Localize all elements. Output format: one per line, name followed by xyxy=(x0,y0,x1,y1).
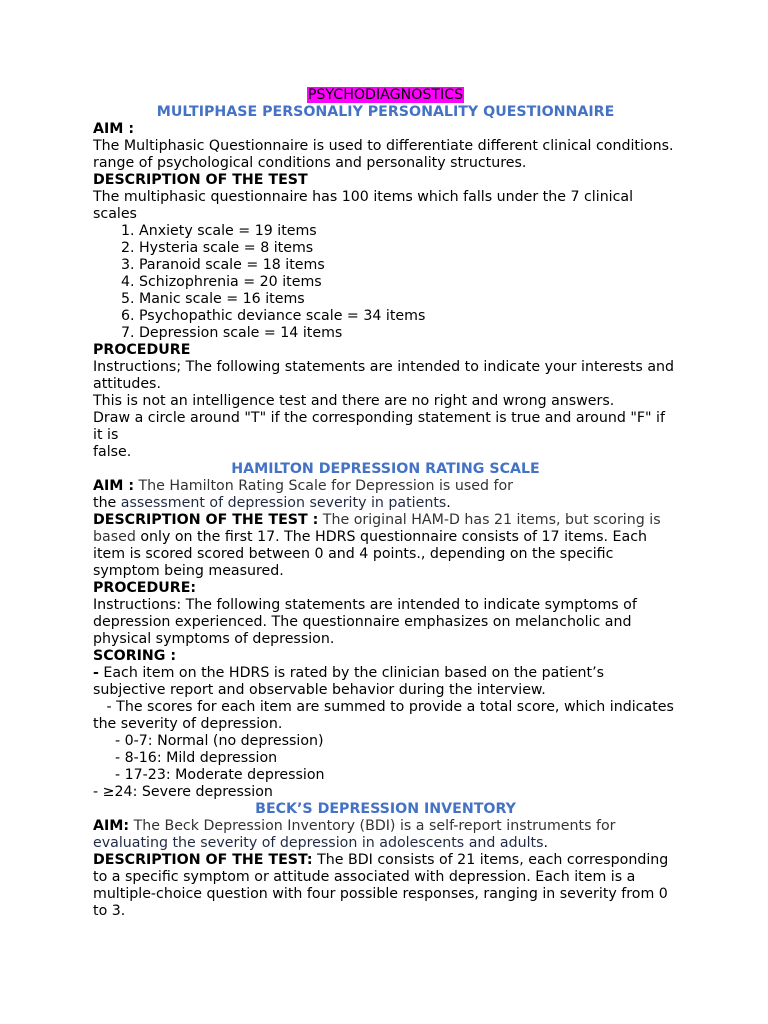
list-item: 4. Schizophrenia = 20 items xyxy=(139,274,678,291)
hamilton-desc xyxy=(93,512,678,580)
list-item: 7. Depression scale = 14 items xyxy=(139,325,678,342)
beck-aim-label: AIM: xyxy=(93,818,130,834)
hamilton-desc-text: only on the first 17. The HDRS questionnaire consists of 17 items. Each item is scored scored between 0 and 4 points., depending on the specific symptom being measured. xyxy=(93,529,648,579)
mpq-aim-text: The Multiphasic Questionnaire is used to differentiate different clinical conditions. range of psychological conditions and personality structures. xyxy=(93,138,674,171)
mpq-scale-list xyxy=(93,223,678,342)
hamilton-scoring-label: SCORING : xyxy=(93,648,177,664)
beck-desc-label: DESCRIPTION OF THE TEST: xyxy=(93,852,313,868)
document-title: PSYCHODIAGNOSTICS xyxy=(307,87,464,103)
mpq-procedure-line: false. xyxy=(93,444,132,460)
hamilton-aim-label: AIM : xyxy=(93,478,134,494)
mpq-heading: MULTIPHASE PERSONALIY PERSONALITY QUESTIONNAIRE xyxy=(156,104,615,120)
beck-aim-text-1: The Beck Depression Inventory (BDI) is a self-report instruments for xyxy=(129,818,616,834)
hamilton-scoring-dash: - xyxy=(93,665,99,681)
mpq-aim-label: AIM : xyxy=(93,121,134,137)
beck-desc-text: The BDI consists of 21 items, each corresponding to a specific symptom or attitude associated with depression. Each item is a multiple-choice question with four possible responses, ranging in severity from 0 to 3. xyxy=(93,852,669,919)
list-item: 2. Hysteria scale = 8 items xyxy=(139,240,678,257)
mpq-procedure-line: Draw a circle around "T" if the corresponding statement is true and around "F" if it is xyxy=(93,410,665,443)
list-item: 1. Anxiety scale = 19 items xyxy=(139,223,678,240)
mpq-procedure-label: PROCEDURE xyxy=(93,342,191,358)
hamilton-aim-text-2a: the xyxy=(93,495,121,511)
hamilton-scoring-line-2: - The scores for each item are summed to provide a total score, which indicates the severity of depression. xyxy=(93,699,679,732)
hamilton-range-last: - ≥24: Severe depression xyxy=(93,784,273,800)
hamilton-aim xyxy=(93,478,678,512)
hamilton-procedure-label: PROCEDURE: xyxy=(93,580,197,596)
document-body xyxy=(93,86,678,920)
hamilton-range: - 17-23: Moderate depression xyxy=(115,767,325,783)
mpq-desc-label: DESCRIPTION OF THE TEST xyxy=(93,172,308,188)
hamilton-desc-text-gray: The original HAM-D has 21 items, but scoring is based xyxy=(93,512,661,545)
hamilton-procedure-text: Instructions: The following statements are intended to indicate symptoms of depression experienced. The questionnaire emphasizes on melancholic and physical symptoms of depression. xyxy=(93,597,637,647)
mpq-procedure-line: Instructions; The following statements are intended to indicate your interests and attitudes. xyxy=(93,359,675,392)
mpq-procedure-line: This is not an intelligence test and there are no right and wrong answers. xyxy=(93,393,615,409)
list-item: 5. Manic scale = 16 items xyxy=(139,291,678,308)
hamilton-aim-text-2b: assessment of depression severity in patients xyxy=(120,495,447,511)
hamilton-scoring-line-1 xyxy=(93,665,678,699)
beck-heading: BECK’S DEPRESSION INVENTORY xyxy=(255,801,516,817)
list-item: 3. Paranoid scale = 18 items xyxy=(139,257,678,274)
hamilton-aim-text-2c: . xyxy=(446,495,451,511)
list-item: 6. Psychopathic deviance scale = 34 items xyxy=(139,308,678,325)
hamilton-desc-label: DESCRIPTION OF THE TEST : xyxy=(93,512,319,528)
beck-desc xyxy=(93,852,678,920)
hamilton-range: - 0-7: Normal (no depression) xyxy=(115,733,324,749)
hamilton-aim-text: The Hamilton Rating Scale for Depression is used for xyxy=(134,478,513,494)
beck-aim xyxy=(93,818,678,852)
hamilton-heading: HAMILTON DEPRESSION RATING SCALE xyxy=(231,461,540,477)
hamilton-range: - 8-16: Mild depression xyxy=(115,750,278,766)
hamilton-scoring-text: Each item on the HDRS is rated by the clinician based on the patient’s subjective report and observable behavior during the interview. xyxy=(93,665,605,698)
beck-aim-text-3: . xyxy=(543,835,548,851)
mpq-desc-text: The multiphasic questionnaire has 100 items which falls under the 7 clinical scales xyxy=(93,189,634,222)
beck-aim-text-2: evaluating the severity of depression in adolescents and adults xyxy=(93,835,544,851)
